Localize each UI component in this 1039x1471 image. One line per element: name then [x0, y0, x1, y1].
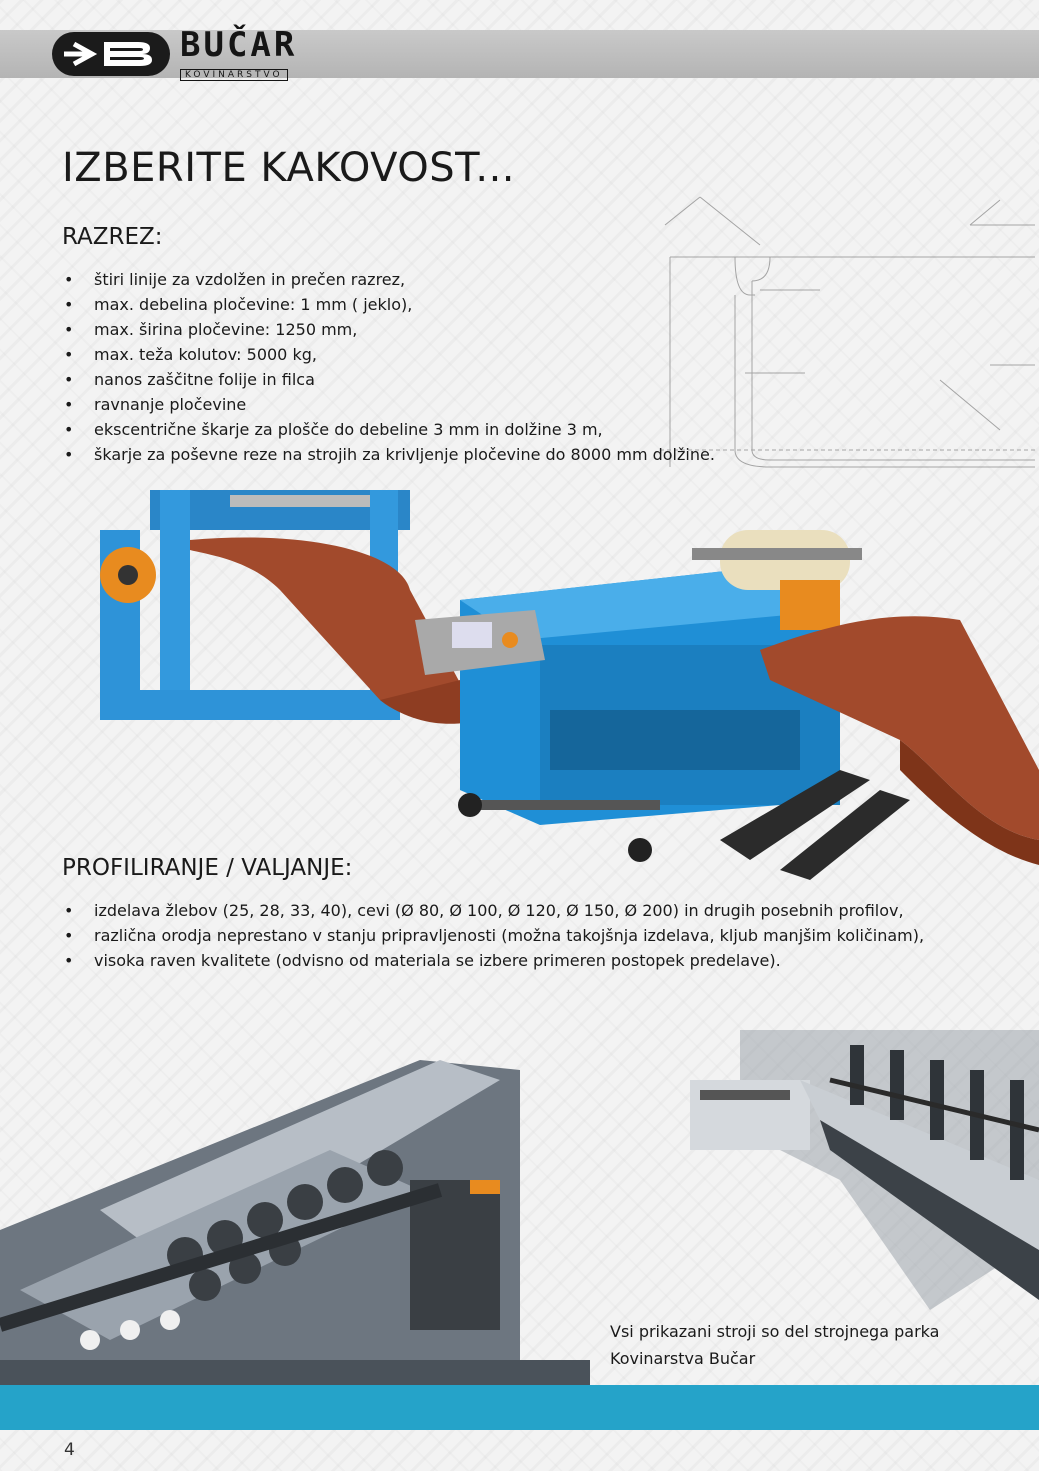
- list-item: • ekscentrične škarje za plošče do debeline 3 mm in dolžine 3 m,: [62, 417, 822, 442]
- list-item: • različna orodja neprestano v stanju pripravljenosti (možna takojšnja izdelava, kljub manjšim količinam),: [62, 923, 982, 948]
- production-line-photo: [680, 1020, 1039, 1310]
- list-item: • škarje za poševne reze na strojih za krivljenje pločevine do 8000 mm dolžine.: [62, 442, 822, 467]
- list-item: • izdelava žlebov (25, 28, 33, 40), cevi (Ø 80, Ø 100, Ø 120, Ø 150, Ø 200) in drugih posebnih profilov,: [62, 898, 982, 923]
- footer-accent-bar: [0, 1385, 1039, 1430]
- logo-badge: [52, 32, 170, 76]
- photo-caption: [610, 1318, 939, 1372]
- list-item: • visoka raven kvalitete (odvisno od materiala se izbere primeren postopek predelave).: [62, 948, 982, 973]
- page-title: IZBERITE KAKOVOST...: [62, 145, 516, 191]
- list-item: • nanos zaščitne folije in filca: [62, 367, 822, 392]
- brand-subtitle: KOVINARSTVO: [180, 69, 288, 81]
- list-item: • max. teža kolutov: 5000 kg,: [62, 342, 822, 367]
- kb-monogram-icon: [52, 32, 170, 76]
- brand-logo: [52, 24, 298, 80]
- section-heading-profiliranje: PROFILIRANJE / VALJANJE:: [62, 855, 353, 881]
- section-heading-razrez: RAZREZ:: [62, 224, 163, 250]
- razrez-list: [62, 267, 822, 467]
- slitting-machine-photo: [80, 470, 1039, 890]
- brand-name: BUČAR: [180, 24, 298, 65]
- list-item: • max. debelina pločevine: 1 mm ( jeklo),: [62, 292, 822, 317]
- list-item: • ravnanje pločevine: [62, 392, 822, 417]
- list-item: • štiri linije za vzdolžen in prečen razrez,: [62, 267, 822, 292]
- caption-line: Vsi prikazani stroji so del strojnega parka: [610, 1322, 940, 1341]
- list-item: • max. širina pločevine: 1250 mm,: [62, 317, 822, 342]
- caption-line: Kovinarstva Bučar: [610, 1349, 756, 1368]
- profiliranje-list: [62, 898, 982, 973]
- page-number: 4: [64, 1440, 75, 1460]
- roll-forming-machine-photo: [0, 1040, 590, 1385]
